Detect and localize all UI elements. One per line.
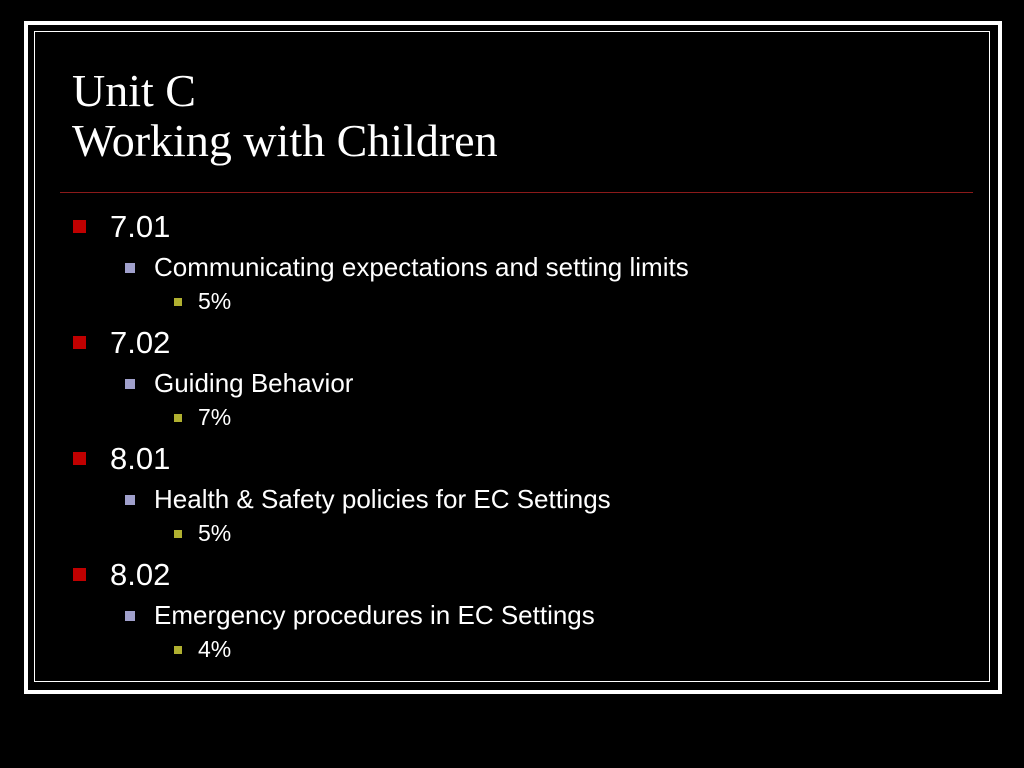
list-item-weight: [72, 285, 952, 318]
item-code: 8.02: [110, 557, 171, 592]
list-item-weight: [72, 401, 952, 434]
list-item-description: [72, 481, 952, 517]
list-item-description: [72, 365, 952, 401]
item-code: 7.02: [110, 325, 171, 360]
list-item-code: [72, 322, 952, 364]
square-bullet-icon: [174, 414, 182, 422]
item-description: Emergency procedures in EC Settings: [154, 600, 595, 630]
list-item-code: [72, 438, 952, 480]
item-weight: 5%: [198, 288, 232, 314]
item-weight: 4%: [198, 636, 232, 662]
square-bullet-icon: [73, 452, 86, 465]
list-item-description: [72, 597, 952, 633]
bullet-list: [72, 206, 952, 670]
list-item-weight: [72, 633, 952, 666]
item-code: 7.01: [110, 209, 171, 244]
item-description: Guiding Behavior: [154, 368, 354, 398]
item-description: Health & Safety policies for EC Settings: [154, 484, 611, 514]
square-bullet-icon: [125, 495, 135, 505]
item-description: Communicating expectations and setting limits: [154, 252, 689, 282]
slide-title: [72, 66, 498, 166]
title-divider: [60, 192, 973, 193]
square-bullet-icon: [73, 220, 86, 233]
square-bullet-icon: [125, 263, 135, 273]
list-item-description: [72, 249, 952, 285]
square-bullet-icon: [174, 646, 182, 654]
square-bullet-icon: [174, 530, 182, 538]
item-code: 8.01: [110, 441, 171, 476]
list-item-code: [72, 206, 952, 248]
square-bullet-icon: [73, 336, 86, 349]
list-item-code: [72, 554, 952, 596]
square-bullet-icon: [125, 611, 135, 621]
list-item-weight: [72, 517, 952, 550]
item-weight: 5%: [198, 520, 232, 546]
item-weight: 7%: [198, 404, 232, 430]
square-bullet-icon: [174, 298, 182, 306]
square-bullet-icon: [125, 379, 135, 389]
title-line-1: Unit C: [72, 65, 196, 116]
title-line-2: Working with Children: [72, 115, 498, 166]
square-bullet-icon: [73, 568, 86, 581]
